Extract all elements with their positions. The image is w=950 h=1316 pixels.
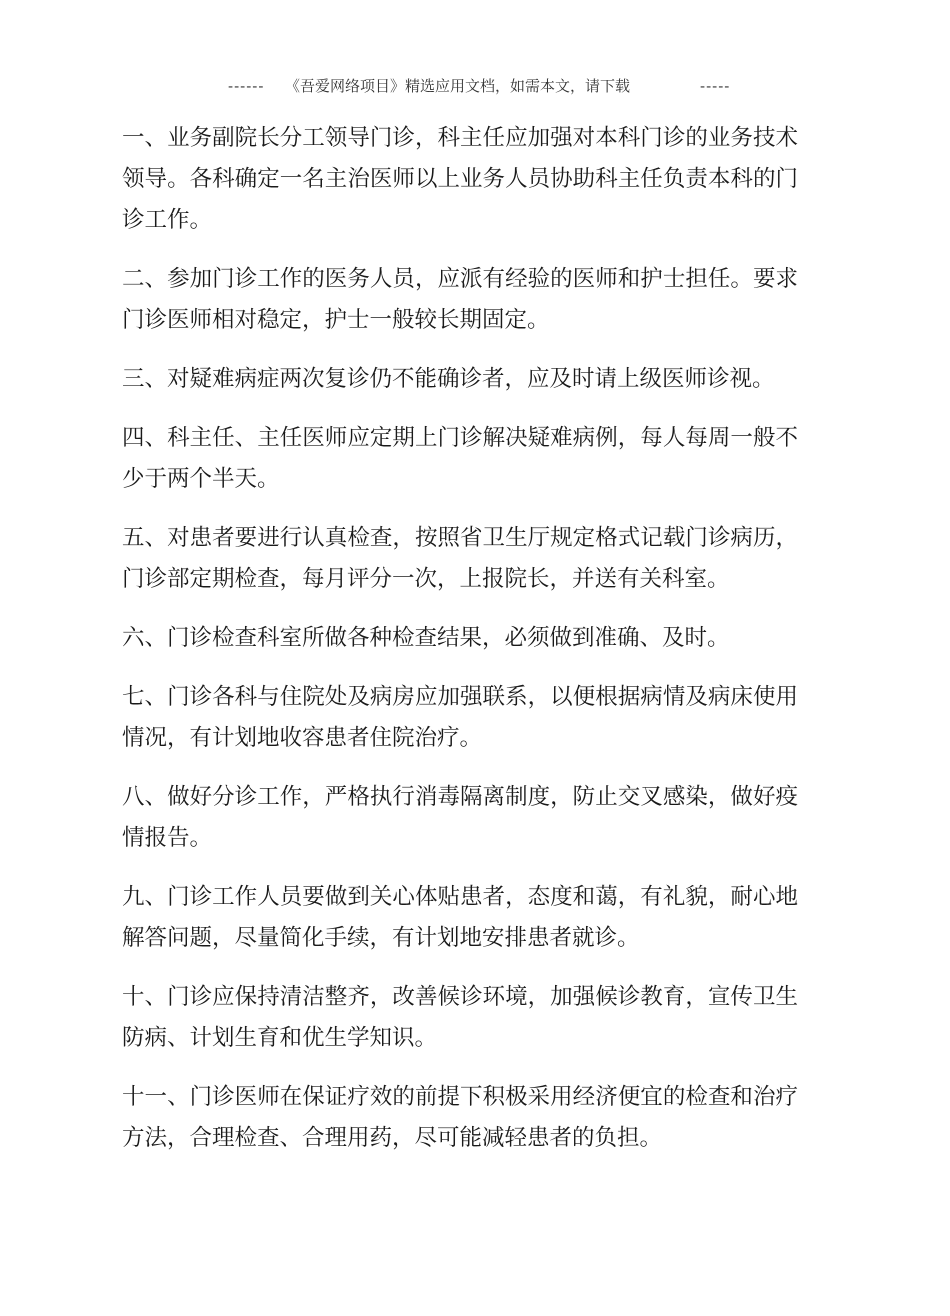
clause-7: 七、门诊各科与住院处及病房应加强联系，以便根据病情及病床使用情况，有计划地收容患者住院治疗。 (122, 684, 798, 751)
header-title: 《吾爱网络项目》精选应用文档，如需本文，请下载 (285, 77, 631, 95)
clause-9: 九、门诊工作人员要做到关心体贴患者，态度和蔼，有礼貌，耐心地解答问题，尽量简化手续，有计划地安排患者就诊。 (122, 884, 798, 951)
clause-11: 十一、门诊医师在保证疗效的前提下积极采用经济便宜的检查和治疗方法，合理检查、合理用药，尽可能减轻患者的负担。 (122, 1084, 798, 1151)
document-body (122, 118, 798, 1177)
header-dash-left: ------ (228, 77, 265, 95)
page-header (0, 74, 950, 98)
clause-3: 三、对疑难病症两次复诊仍不能确诊者，应及时请上级医师诊视。 (122, 366, 775, 392)
clause-4: 四、科主任、主任医师应定期上门诊解决疑难病例，每人每周一般不少于两个半天。 (122, 425, 798, 492)
clause-10: 十、门诊应保持清洁整齐，改善候诊环境，加强候诊教育，宣传卫生防病、计划生育和优生学知识。 (122, 984, 798, 1051)
clause-5: 五、对患者要进行认真检查，按照省卫生厅规定格式记载门诊病历，门诊部定期检查，每月评分一次，上报院长，并送有关科室。 (122, 525, 798, 592)
clause-6: 六、门诊检查科室所做各种检查结果，必须做到准确、及时。 (122, 625, 730, 651)
clause-8: 八、做好分诊工作，严格执行消毒隔离制度，防止交叉感染，做好疫情报告。 (122, 784, 798, 851)
clause-2: 二、参加门诊工作的医务人员，应派有经验的医师和护士担任。要求门诊医师相对稳定，护士一般较长期固定。 (122, 266, 798, 333)
clause-1: 一、业务副院长分工领导门诊，科主任应加强对本科门诊的业务技术领导。各科确定一名主治医师以上业务人员协助科主任负责本科的门诊工作。 (122, 125, 798, 233)
header-dash-right: ----- (700, 77, 731, 95)
